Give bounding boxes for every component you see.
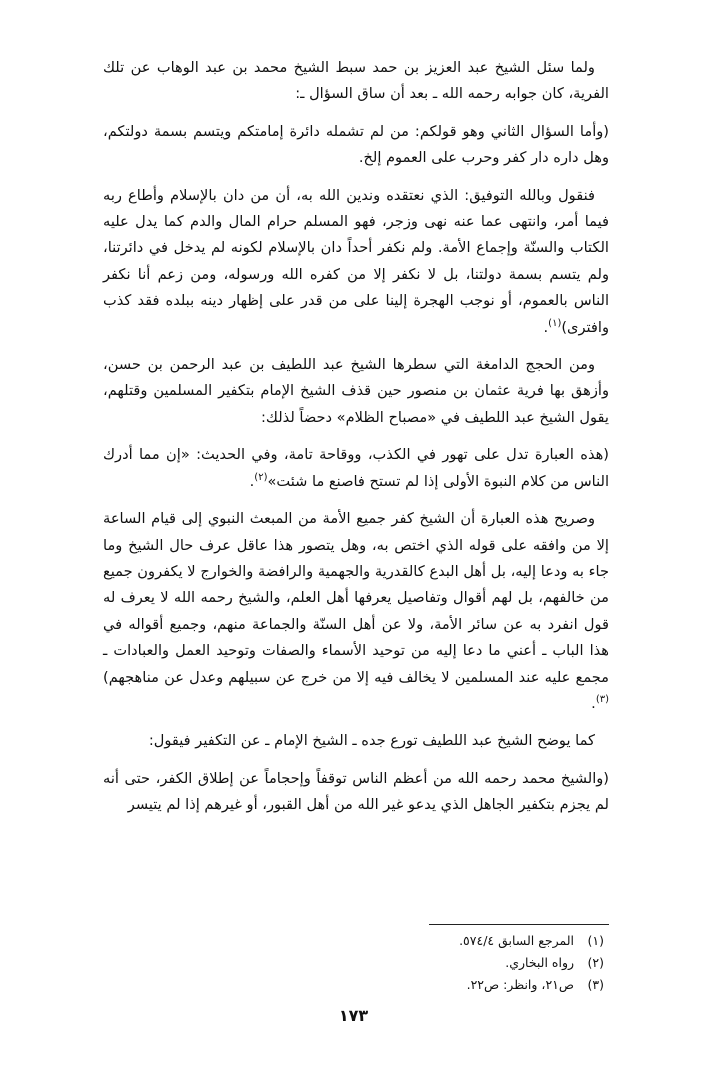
footnote-text: ص٢١، وانظر: ص٢٢.: [466, 977, 575, 992]
footnote-number: (١): [587, 933, 604, 948]
paragraph-6: [103, 506, 609, 717]
footnote-number: (٢): [587, 955, 604, 970]
paragraph-8-quote: [103, 766, 609, 819]
footnote-separator: [429, 924, 609, 925]
paragraph-7: [103, 728, 609, 754]
paragraph-text: (وأما السؤال الثاني وهو قولكم: من لم تشمله دائرة إمامتكم ويتسم بسمة دولتكم، وهل داره دار كفر وحرب على العموم إلخ.: [103, 122, 609, 167]
paragraph-2-quote: [103, 119, 609, 172]
footnote-text: المرجع السابق ٥٧٤/٤.: [459, 933, 575, 948]
paragraph-5-quote: [103, 442, 609, 495]
footnote-text: رواه البخاري.: [505, 955, 575, 970]
footnote-1: [184, 930, 604, 952]
footnote-marker-3[interactable]: (٣): [595, 694, 609, 706]
paragraph-trail: .: [249, 472, 255, 490]
footnote-marker-2[interactable]: (٢): [254, 471, 268, 483]
footnotes: [184, 930, 604, 996]
paragraph-3: [103, 183, 609, 341]
paragraph-text: فنقول وبالله التوفيق: الذي نعتقده وندين الله به، أن من دان بالإسلام وأطاع ربه فيما أمر، وانتهى عما عنه نهى وزجر، فهو المسلم حرام المال والدم كما يدل عليه الكتاب والسنّة وإجماع الأمة. ولم نكفر أحداً دان بالإسلام لكونه لم يدخل في دائرتنا، ولم يتسم بسمة دولتنا، بل لا نكفر إلا من كفره الله ورسوله، ومن زعم أنا نكفر الناس بالعموم، أو نوجب الهجرة إلينا على من قدر على إظهار دينه ببلده فقد كذب وافترى): [103, 186, 609, 336]
footnote-3: [184, 974, 604, 996]
paragraph-text: (والشيخ محمد رحمه الله من أعظم الناس توقفاً وإحجاماً عن إطلاق الكفر، حتى أنه لم يجزم بتكفير الجاهل الذي يدعو غير الله من أهل القبور، أو غيرهم إذا لم يتيسر: [103, 769, 609, 814]
paragraph-text: (هذه العبارة تدل على تهور في الكذب، ووقاحة تامة، وفي الحديث: «إن مما أدرك الناس من كلام النبوة الأولى إذا لم تستح فاصنع ما شئت»: [103, 446, 609, 490]
paragraph-1: [103, 55, 609, 108]
paragraph-text: كما يوضح الشيخ عبد اللطيف تورع جده ـ الشيخ الإمام ـ عن التكفير فيقول:: [148, 732, 595, 750]
footnote-2: [184, 952, 604, 974]
paragraph-text: ومن الحجج الدامغة التي سطرها الشيخ عبد اللطيف بن عبد الرحمن بن حسن، وأزهق بها فرية عثمان بن منصور حين قذف الشيخ الإمام بتكفير المسلمين وقتلهم، يقول الشيخ عبد اللطيف في «مصباح الظلام» دحضاً لذلك:: [103, 356, 609, 426]
page-number: ١٧٣: [338, 1006, 369, 1025]
paragraph-trail: .: [591, 694, 596, 712]
footnote-marker-1[interactable]: (١): [548, 317, 562, 329]
paragraph-text: ولما سئل الشيخ عبد العزيز بن حمد سبط الشيخ محمد بن عبد الوهاب عن تلك الفرية، كان جوابه رحمه الله ـ بعد أن ساق السؤال ـ:: [103, 59, 609, 103]
paragraph-4: [103, 352, 609, 431]
footnote-number: (٣): [587, 977, 604, 992]
paragraph-text: وصريح هذه العبارة أن الشيخ كفر جميع الأمة من المبعث النبوي إلى قيام الساعة إلا من وافقه على قوله الذي اختص به، وهل يتصور هذا عاقل عرف حال الشيخ وما جاء به ودعا إليه، بل أهل البدع كالقدرية والجهمية والرافضة والخوارج لا يكفرون جميع من خالفهم، بل لهم أقوال وتفاصيل يعرفها أهل العلم، والشيخ رحمه الله لا يعرف له قول انفرد به عن سائر الأمة، ولا عن أهل السنّة والجماعة منهم، وجميع أقواله في هذا الباب ـ أعني ما دعا إليه من توحيد الأسماء والصفات وتوحيد العمل والعبادات ـ مجمع عليه عند المسلمين لا يخالف فيه إلا من خرج عن سبيلهم وعدل عن مناهجهم): [103, 510, 609, 686]
paragraph-trail: .: [543, 318, 549, 336]
